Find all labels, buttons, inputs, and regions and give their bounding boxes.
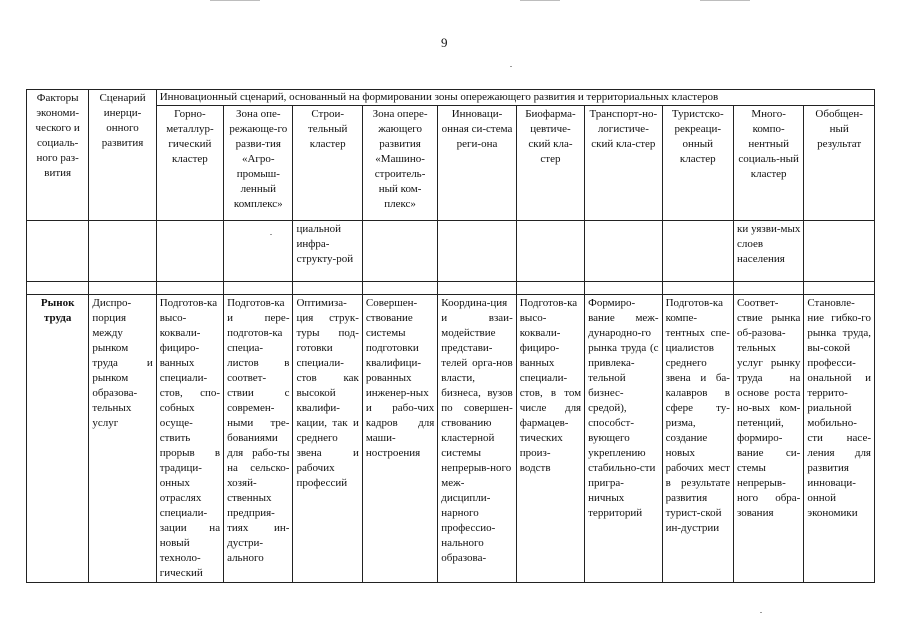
inertial-cell: Диспро-порция между рынком труда и рынком образова-тельных услуг	[89, 295, 156, 583]
social-cell: Соответ-ствие рынка об-разова-тельных услуг рынку труда на основе роста но-вых ком-петенций, формиро-вание си-стемы непрерыв-ного обра-зования	[733, 295, 803, 583]
cluster-header-mining: Горно-металлур-гический кластер	[156, 106, 223, 221]
table-header-row	[27, 90, 875, 106]
table-cell	[224, 221, 293, 282]
table-cell	[27, 221, 89, 282]
table-cell	[27, 282, 89, 295]
scan-speck	[760, 612, 762, 613]
table-cell	[662, 282, 733, 295]
table-cell	[438, 282, 516, 295]
table-cell	[516, 282, 584, 295]
cluster-header-result: Обобщен-ный результат	[804, 106, 875, 221]
continuation-row	[27, 221, 875, 282]
innovative-scenario-header: Инновационный сценарий, основанный на формировании зоны опережающего развития и территориальных кластеров	[156, 90, 874, 106]
machine-cell: Совершен-ствование системы подготовки квалифици-рованных инженер-ных и рабо-чих кадров для маши-ностроения	[362, 295, 437, 583]
cluster-header-transport: Транспорт-но-логистиче-ский кла-стер	[585, 106, 662, 221]
cluster-header-building: Строи-тельный кластер	[293, 106, 362, 221]
cluster-header-agro: Зона опе-режающе-го разви-тия «Агро-промыш-ленный комплекс»	[224, 106, 293, 221]
scan-speck	[510, 66, 512, 67]
building-cell: Оптимиза-ция струк-туры под-готовки специали-стов как высокой квалифи-кации, так и среднего звена и рабочих профессий	[293, 295, 362, 583]
transport-cell: Формиро-вание меж-дународно-го рынка труда (с привлека-тельной бизнес-средой), способст-вующего укреплению стабильно-сти пригра-ничных территорий	[585, 295, 662, 583]
table-cell	[585, 282, 662, 295]
agro-cell: Подготов-ка и пере-подготов-ка специа-листов в соответ-ствии с современ-ными тре-бованиями для рабо-ты на сельско-хозяй-ственных предприя-тиях ин-дустри-ального	[224, 295, 293, 583]
table-cell	[156, 282, 223, 295]
scan-edge-mark	[210, 0, 260, 1]
table-cell	[804, 282, 875, 295]
table-cell	[438, 221, 516, 282]
row-separator	[27, 282, 875, 295]
table-cell	[156, 221, 223, 282]
table-cell	[662, 221, 733, 282]
page-number: 9	[441, 35, 448, 50]
table-cell	[804, 221, 875, 282]
factor-cell: Рынок труда	[27, 295, 89, 583]
cluster-header-innovation: Инноваци-онная си-стема реги-она	[438, 106, 516, 221]
cluster-header-tourism: Туристско-рекреаци-онный кластер	[662, 106, 733, 221]
result-cell: Становле-ние гибко-го рынка труда, вы-сокой професси-ональной и террито-риальной мобильно-сти насе-ления для развития инноваци-онной экономики	[804, 295, 875, 583]
table-cell	[224, 282, 293, 295]
mining-cell: Подготов-ка высо-коквали-фициро-ванных специали-стов, спо-собных осуще-ствить прорыв в традици-онных отраслях специали-зации на новый техноло-гический	[156, 295, 223, 583]
table-cell	[89, 282, 156, 295]
cluster-header-machine: Зона опере-жающего развития «Машино-строитель-ный ком-плекс»	[362, 106, 437, 221]
table-cell	[362, 221, 437, 282]
continuation-building-cell: циальной инфра-структу-рой	[293, 221, 362, 282]
factors-column-header: Факторы экономи-ческого и социаль-ного раз-вития	[27, 90, 89, 221]
table-cell	[89, 221, 156, 282]
table-row-labour-market	[27, 295, 875, 583]
table-cell	[733, 282, 803, 295]
cluster-header-social: Много-компо-нентный социаль-ный кластер	[733, 106, 803, 221]
scan-edge-mark	[520, 0, 560, 1]
cluster-header-biopharma: Биофарма-цевтиче-ский кла-стер	[516, 106, 584, 221]
biopharma-cell: Подготов-ка высо-коквали-фициро-ванных специали-стов, в том числе для фармацев-тических произ-водств	[516, 295, 584, 583]
development-scenarios-table	[26, 89, 875, 583]
innovation-cell: Координа-ция и взаи-модействие представи-телей орга-нов власти, бизнеса, вузов по совершен-ствованию кластерной системы непрерыв-ного меж-дисципли-нарного профессио-нального образова-	[438, 295, 516, 583]
table-cell	[516, 221, 584, 282]
scan-edge-mark	[700, 0, 750, 1]
table-cell	[362, 282, 437, 295]
tourism-cell: Подготов-ка компе-тентных спе-циалистов среднего звена и ба-калавров в сфере ту-ризма, создание новых рабочих мест в результате развития турист-ской ин-дустрии	[662, 295, 733, 583]
table-cell	[293, 282, 362, 295]
continuation-social-cell: ки уязви-мых слоев населения	[733, 221, 803, 282]
table-cell	[585, 221, 662, 282]
inertial-scenario-column-header: Сценарий инерци-онного развития	[89, 90, 156, 221]
